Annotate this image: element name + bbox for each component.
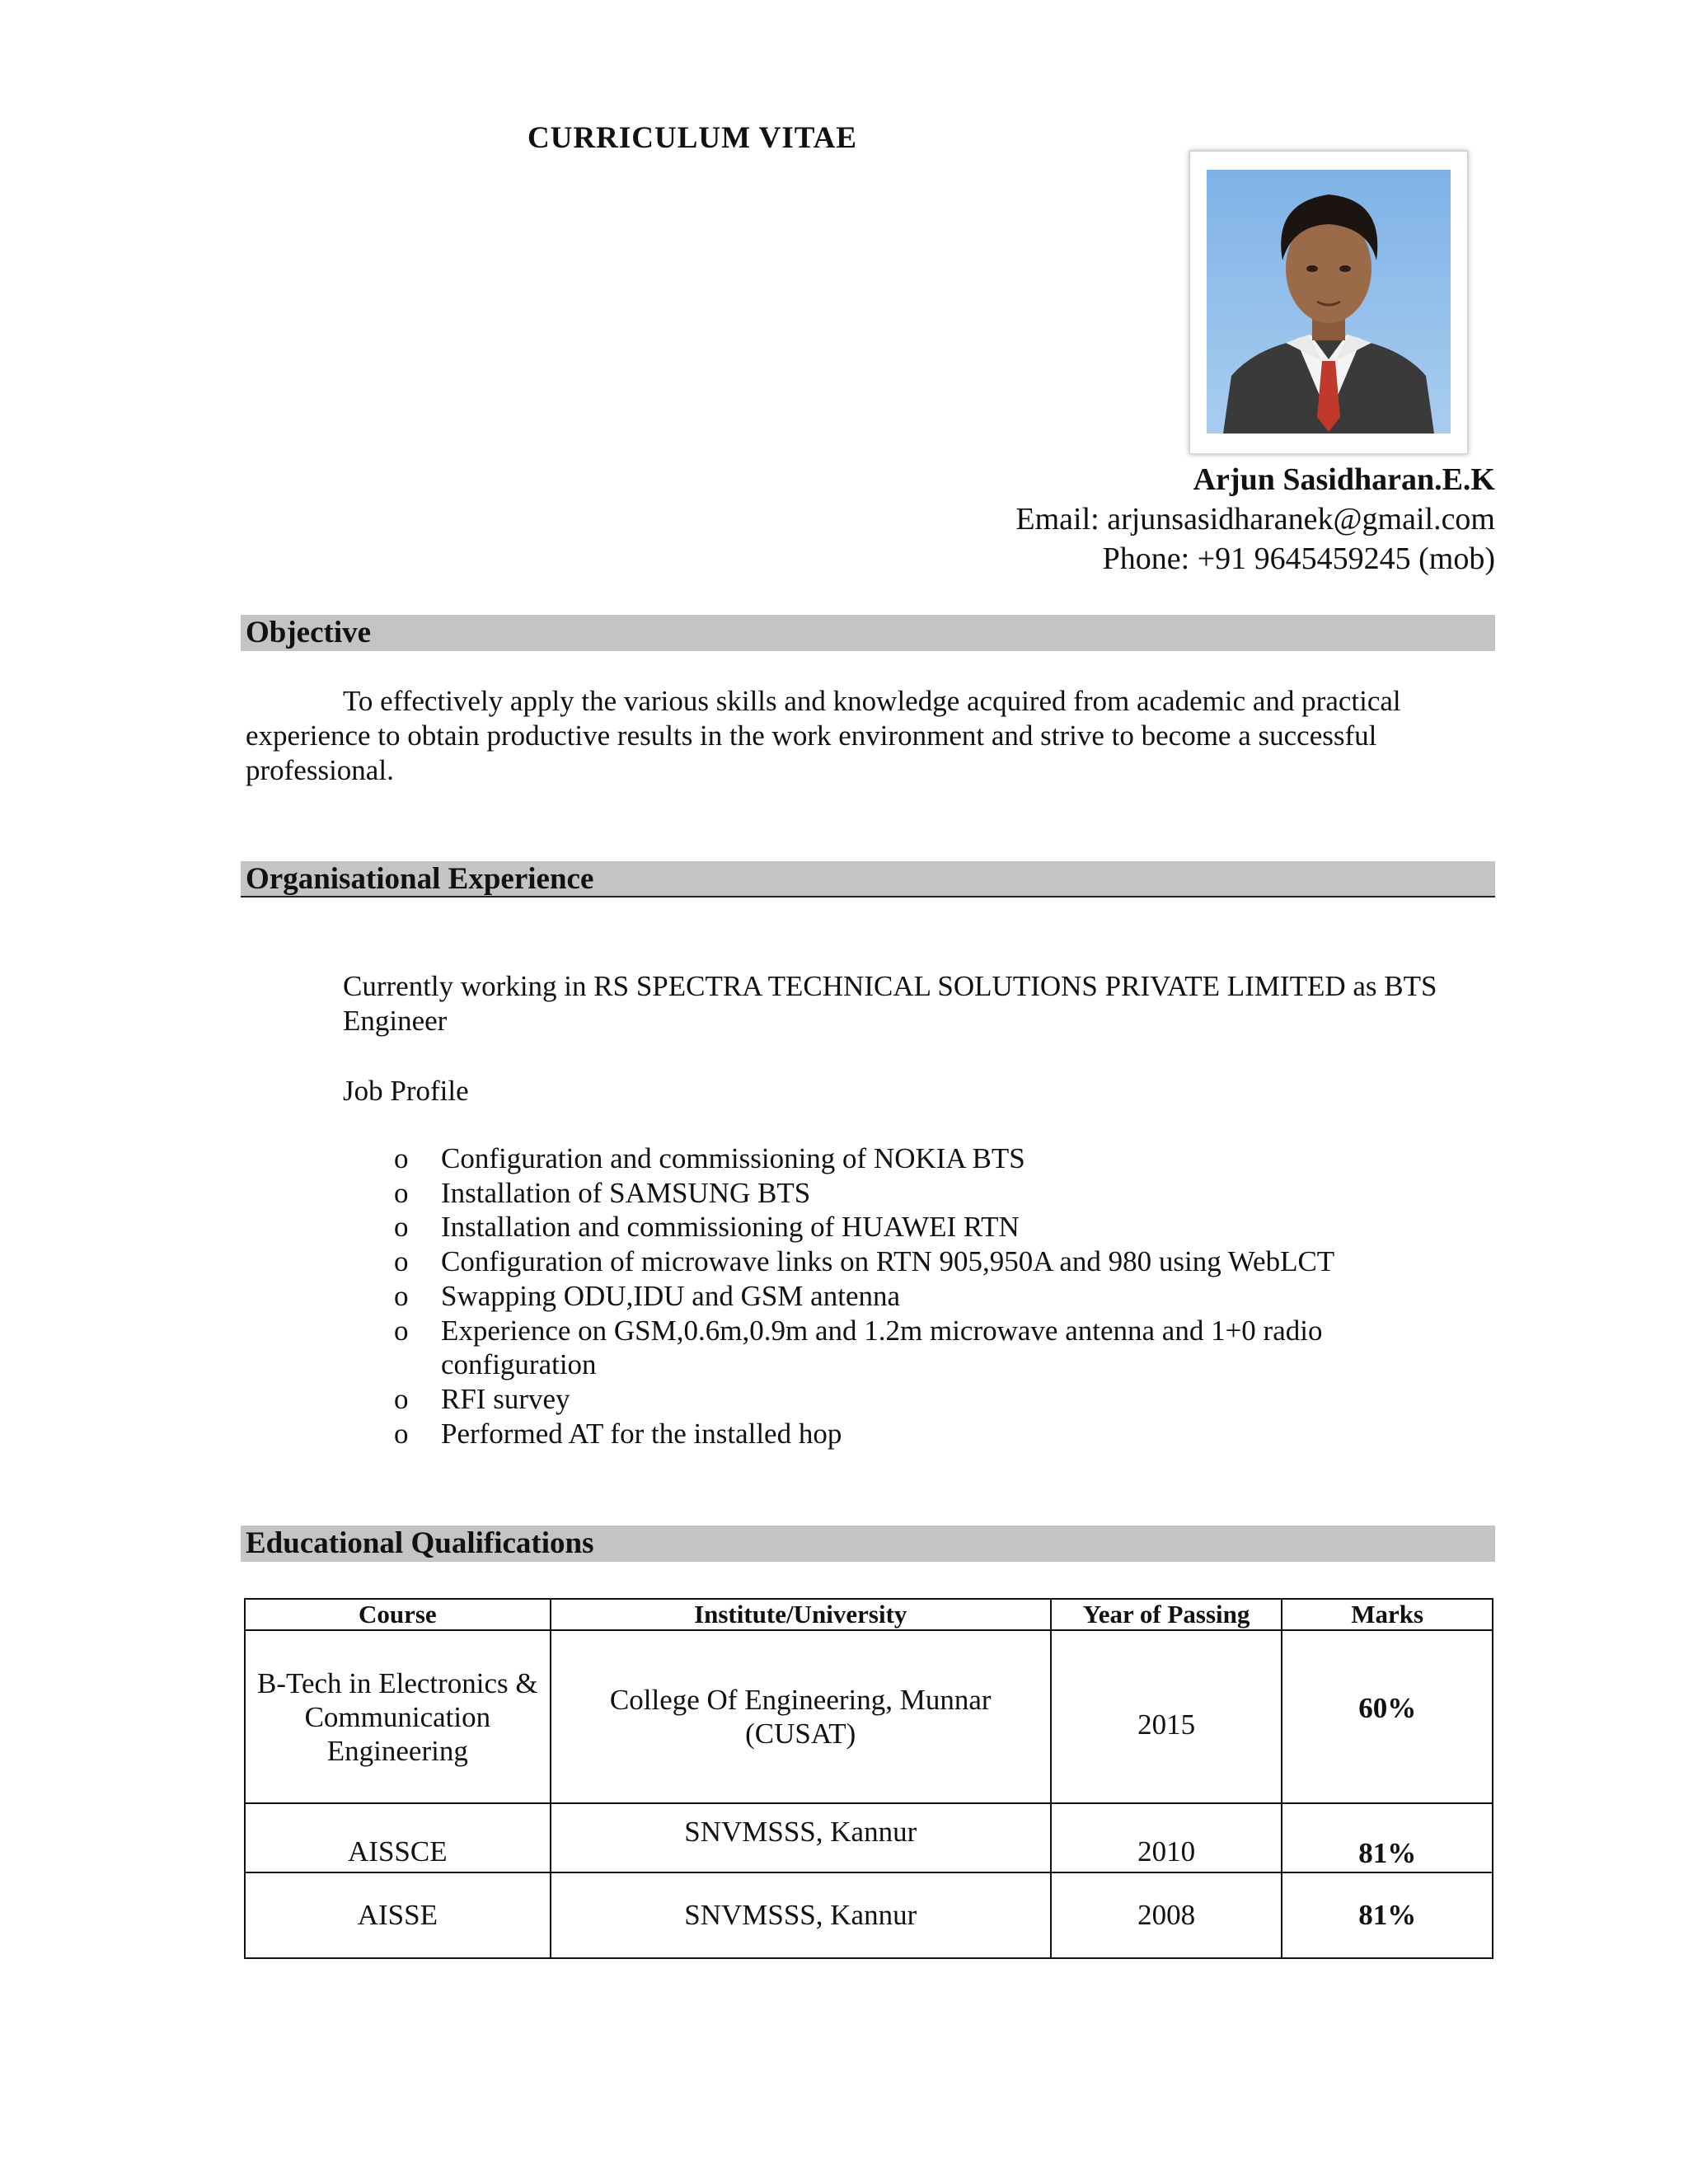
bullet-marker: o — [394, 1314, 409, 1347]
column-header: Institute/University — [551, 1599, 1051, 1630]
bullet-marker: o — [394, 1382, 409, 1415]
column-header: Course — [245, 1599, 551, 1630]
list-item: o RFI survey — [394, 1382, 570, 1415]
bullet-marker: o — [394, 1211, 409, 1244]
table-header-row — [245, 1599, 1493, 1630]
list-item: o Installation of SAMSUNG BTS — [394, 1176, 811, 1209]
experience-heading: Organisational Experience — [241, 861, 1495, 898]
table-cell: 2010 — [1051, 1803, 1282, 1872]
table-cell: B-Tech in Electronics & Communication Engineering — [245, 1630, 551, 1803]
document-title: CURRICULUM VITAE — [528, 121, 858, 155]
candidate-name: Arjun Sasidharan.E.K — [1193, 462, 1495, 497]
phone-line: Phone: +91 9645459245 (mob) — [1102, 541, 1495, 576]
table-row — [245, 1872, 1493, 1958]
list-item: o Experience on GSM,0.6m,0.9m and 1.2m microwave antenna and 1+0 radio configuration — [394, 1314, 1323, 1381]
table-cell: 2015 — [1051, 1630, 1282, 1803]
list-item: o Configuration and commissioning of NOKIA BTS — [394, 1142, 1025, 1174]
table-row — [245, 1803, 1493, 1872]
table-cell: AISSE — [245, 1872, 551, 1958]
list-item: o Installation and commissioning of HUAWEI RTN — [394, 1211, 1020, 1244]
list-item: o Swapping ODU,IDU and GSM antenna — [394, 1279, 901, 1312]
portrait-image — [1207, 170, 1451, 434]
table-cell: 2008 — [1051, 1872, 1282, 1958]
objective-paragraph — [246, 684, 1457, 788]
table-cell: AISSCE — [245, 1803, 551, 1872]
list-item: o Configuration of microwave links on RTN 905,950A and 980 using WebLCT — [394, 1245, 1335, 1278]
table-row — [245, 1630, 1493, 1803]
current-position: Currently working in RS SPECTRA TECHNICAL SOLUTIONS PRIVATE LIMITED as BTS Engineer — [343, 970, 1437, 1037]
table-cell: SNVMSSS, Kannur — [551, 1872, 1051, 1958]
bullet-marker: o — [394, 1176, 409, 1209]
objective-heading: Objective — [241, 615, 1495, 651]
table-cell: College Of Engineering, Munnar (CUSAT) — [551, 1630, 1051, 1803]
bullet-marker: o — [394, 1142, 409, 1174]
education-table — [244, 1598, 1493, 1959]
education-heading: Educational Qualifications — [241, 1526, 1495, 1562]
email-line: Email: arjunsasidharanek@gmail.com — [1015, 502, 1495, 537]
table-cell: SNVMSSS, Kannur — [551, 1803, 1051, 1872]
contact-block — [1015, 460, 1495, 579]
job-profile-list — [394, 1141, 1465, 1451]
column-header: Year of Passing — [1051, 1599, 1282, 1630]
list-item: o Performed AT for the installed hop — [394, 1417, 842, 1450]
bullet-marker: o — [394, 1245, 409, 1278]
table-cell: 60% — [1282, 1630, 1493, 1803]
bullet-marker: o — [394, 1279, 409, 1312]
job-profile-label: Job Profile — [343, 1075, 469, 1107]
table-cell: 81% — [1282, 1803, 1493, 1872]
column-header: Marks — [1282, 1599, 1493, 1630]
table-cell: 81% — [1282, 1872, 1493, 1958]
bullet-marker: o — [394, 1417, 409, 1450]
objective-text: To effectively apply the various skills and knowledge acquired from academic and practical experience to obtain productive results in the work environment and strive to become a successful professional. — [246, 685, 1401, 786]
profile-photo — [1189, 151, 1468, 454]
